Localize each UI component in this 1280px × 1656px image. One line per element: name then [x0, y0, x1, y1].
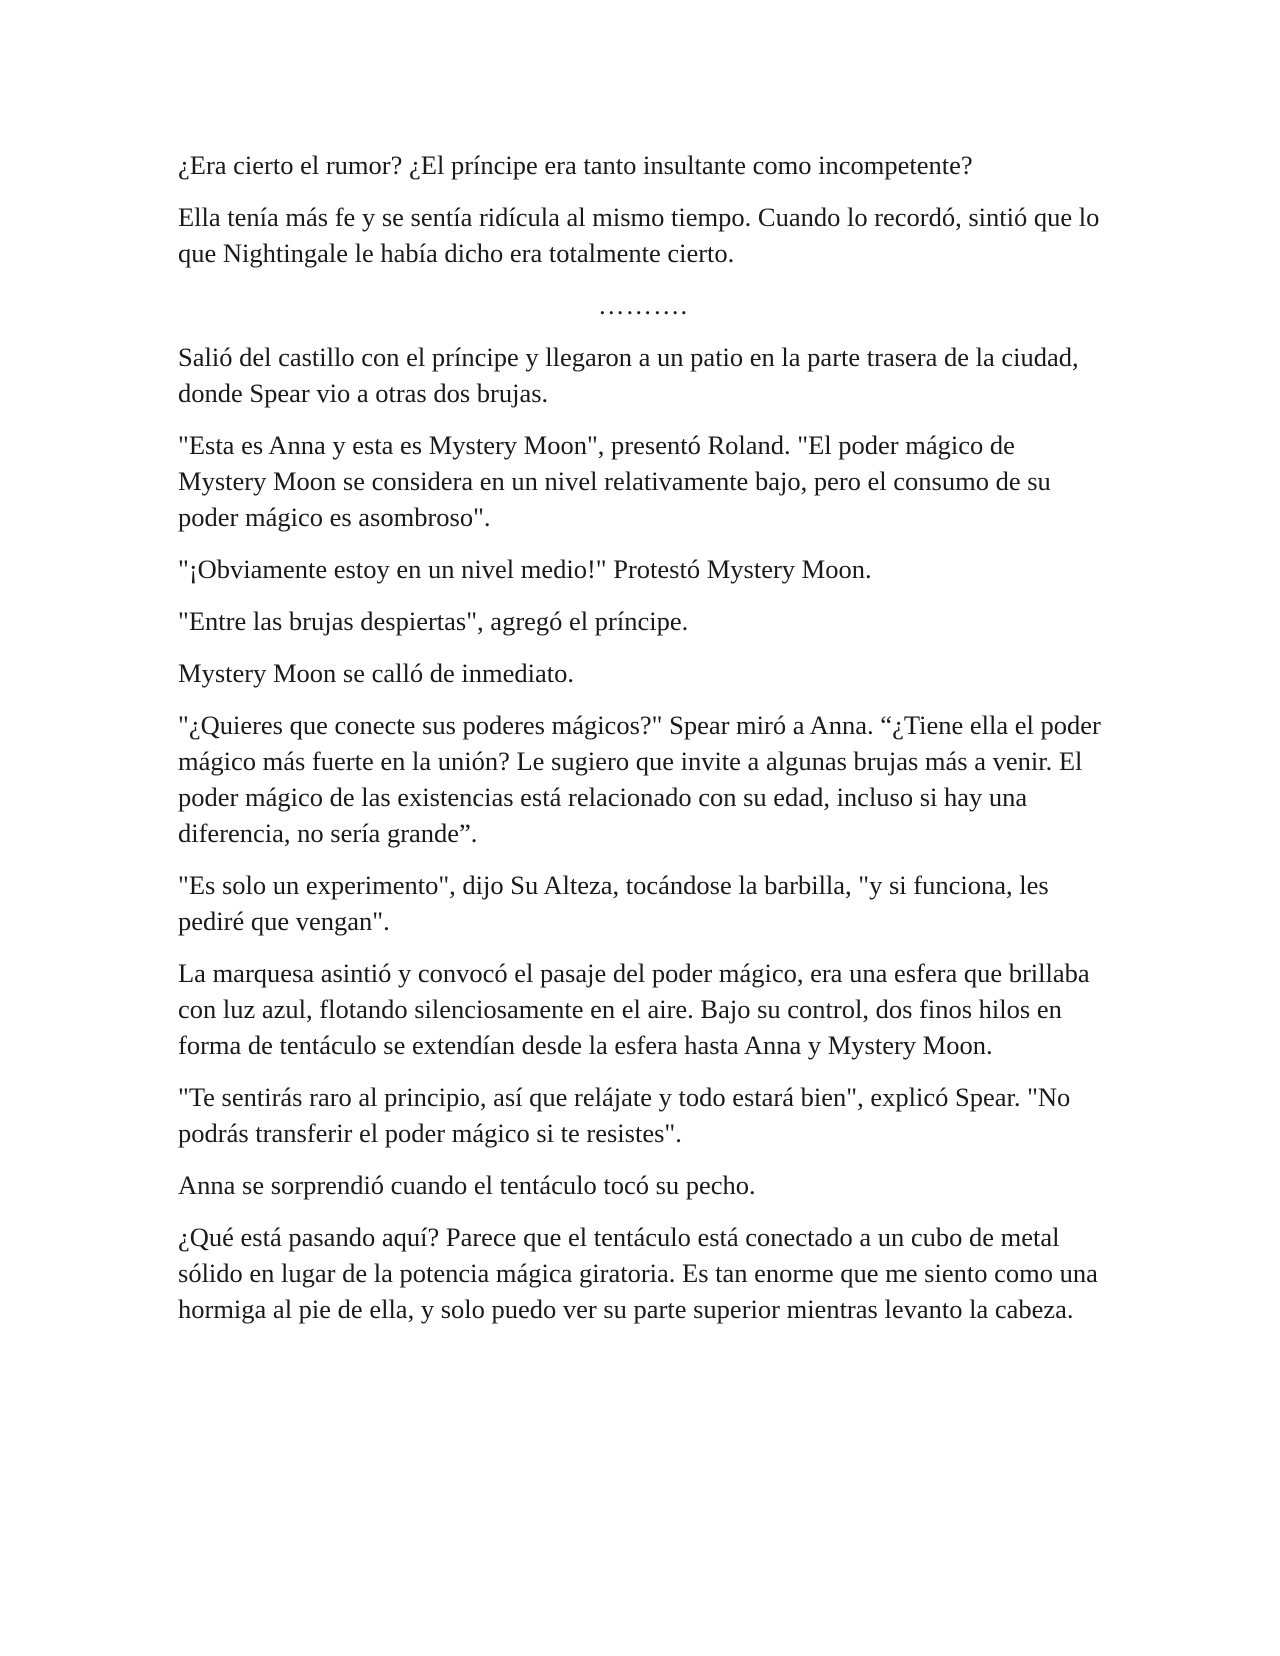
paragraph: Anna se sorprendió cuando el tentáculo tocó su pecho.	[178, 1170, 756, 1200]
scene-separator: ……….	[597, 290, 689, 320]
paragraph: "¿Quieres que conecte sus poderes mágicos?" Spear miró a Anna. “¿Tiene ella el poder mágico más fuerte en la unión? Le sugiero que invite a algunas brujas más a venir. El poder mágico de las existencias está relacionado con su edad, incluso si hay una diferencia, no sería grande”.	[178, 710, 1101, 848]
paragraph: Ella tenía más fe y se sentía ridícula al mismo tiempo. Cuando lo recordó, sintió que lo que Nightingale le había dicho era totalmente cierto.	[178, 202, 1100, 268]
paragraph: Salió del castillo con el príncipe y llegaron a un patio en la parte trasera de la ciudad, donde Spear vio a otras dos brujas.	[178, 342, 1079, 408]
paragraph: "Te sentirás raro al principio, así que relájate y todo estará bien", explicó Spear. "No podrás transferir el poder mágico si te resistes".	[178, 1082, 1071, 1148]
paragraph: ¿Qué está pasando aquí? Parece que el tentáculo está conectado a un cubo de metal sólido en lugar de la potencia mágica giratoria. Es tan enorme que me siento como una hormiga al pie de ella, y solo puedo ver su parte superior mientras levanto la cabeza.	[178, 1222, 1098, 1324]
paragraph: Mystery Moon se calló de inmediato.	[178, 658, 574, 688]
paragraph: La marquesa asintió y convocó el pasaje del poder mágico, era una esfera que brillaba con luz azul, flotando silenciosamente en el aire. Bajo su control, dos finos hilos en forma de tentáculo se extendían desde la esfera hasta Anna y Mystery Moon.	[178, 958, 1090, 1060]
paragraph: "Es solo un experimento", dijo Su Alteza, tocándose la barbilla, "y si funciona, les pediré que vengan".	[178, 870, 1049, 936]
paragraph: "Esta es Anna y esta es Mystery Moon", presentó Roland. "El poder mágico de Mystery Moon se considera en un nivel relativamente bajo, pero el consumo de su poder mágico es asombroso".	[178, 430, 1051, 532]
paragraph: ¿Era cierto el rumor? ¿El príncipe era tanto insultante como incompetente?	[178, 150, 973, 180]
document-page	[178, 147, 1108, 1343]
paragraph: "¡Obviamente estoy en un nivel medio!" Protestó Mystery Moon.	[178, 554, 872, 584]
paragraph: "Entre las brujas despiertas", agregó el príncipe.	[178, 606, 689, 636]
